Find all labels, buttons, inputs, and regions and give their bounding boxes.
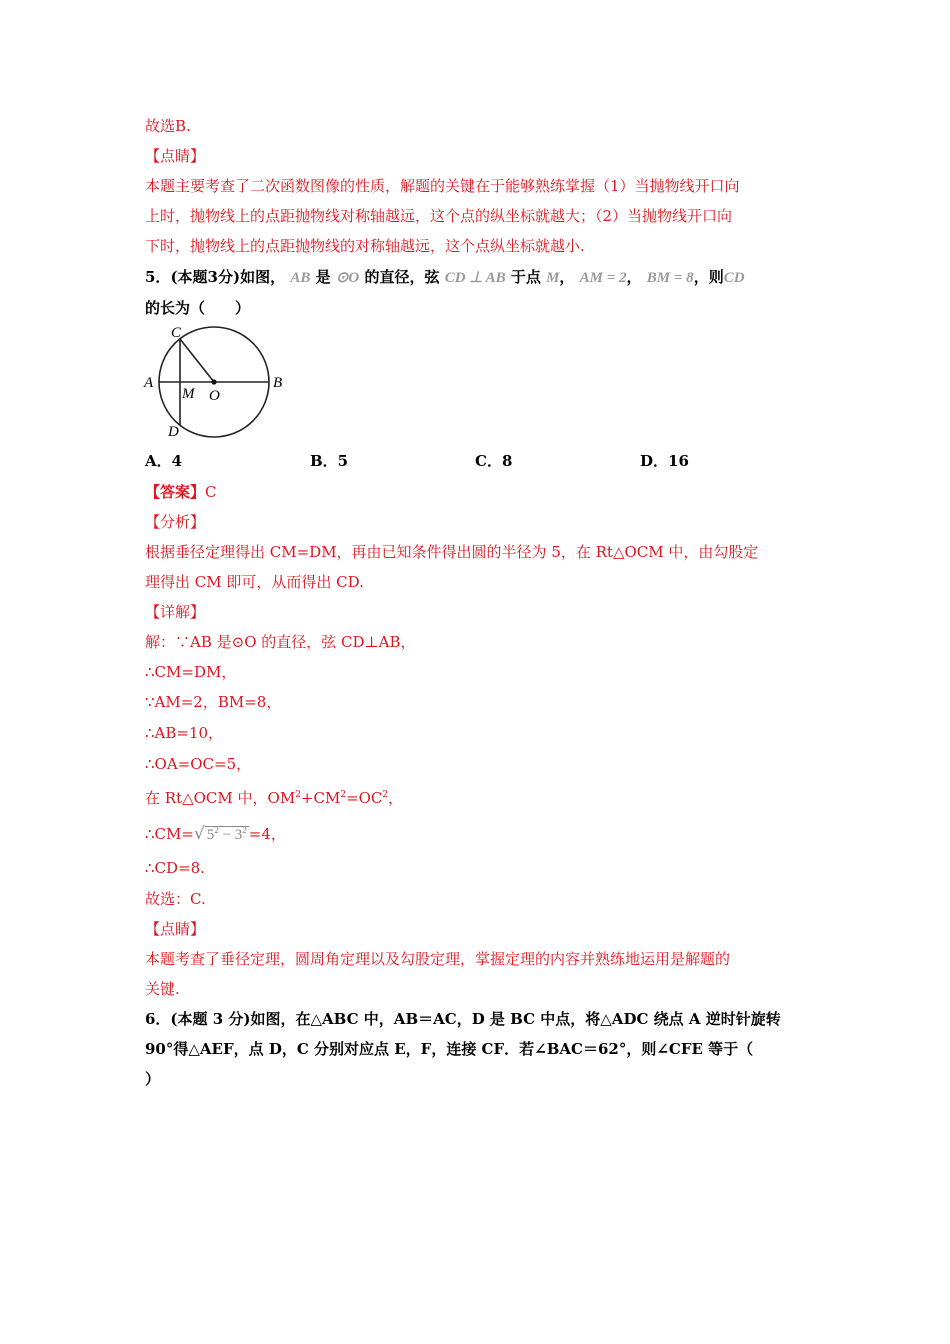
- prev-comment-line-3: 下时，抛物线上的点距抛物线的对称轴越远，这个点纵坐标就越小.: [145, 237, 585, 255]
- q5-comma-2: ，: [626, 268, 642, 286]
- q5-circle-figure: [138, 320, 298, 442]
- q5-step-7-radicand-a: 5: [206, 827, 215, 843]
- q5-step-4: ∴AB=10，: [145, 724, 224, 742]
- q5-step-1: 解：∵AB 是⊙O 的直径，弦 CD⊥AB，: [145, 633, 416, 651]
- q5-answer-line: [145, 481, 217, 503]
- q5-comma-1: ，: [559, 268, 575, 286]
- q5-step-3: ∵AM=2，BM=8，: [145, 693, 282, 711]
- q5-analysis-line-1: 根据垂径定理得出 CM=DM，再由已知条件得出圆的半径为 5，在 Rt△OCM 中，由勾股定: [145, 543, 759, 561]
- q5-detail-label: 【详解】: [145, 603, 206, 621]
- q5-answer: C: [205, 483, 217, 501]
- q5-option-b: B．5: [310, 452, 349, 470]
- q5-answer-label: 【答案】: [145, 483, 206, 501]
- q5-option-a: A．4: [145, 452, 183, 470]
- q5-step-7: [145, 819, 286, 846]
- q5-step-6-sup-2: 2: [340, 790, 347, 800]
- q5-comment-label: 【点睛】: [145, 920, 206, 938]
- q5-comment-line-2: 关键.: [145, 980, 180, 998]
- q5-step-6-eq: =OC: [346, 789, 383, 807]
- q5-circle-o: ⊙O: [335, 270, 360, 286]
- q5-step-2: ∴CM=DM，: [145, 663, 237, 681]
- label-b: B: [273, 375, 283, 391]
- prev-comment-line-1: 本题主要考查了二次函数图像的性质，解题的关键在于能够熟练掌握（1）当抛物线开口向: [145, 177, 740, 195]
- q5-step-7-end: =4，: [248, 825, 286, 843]
- q5-step-7-pre: ∴CM=: [145, 825, 194, 843]
- q5-option-c: C．8: [475, 452, 513, 470]
- q6-stem-line-2: 90°得△AEF，点 D，C 分别对应点 E，F，连接 CF．若∠BAC＝62°，则∠CFE 等于（: [145, 1040, 754, 1058]
- radius-oc: [180, 339, 214, 382]
- q5-analysis-line-2: 理得出 CM 即可，从而得出 CD.: [145, 573, 364, 591]
- q5-then: ，则: [693, 268, 724, 286]
- q6-stem-line-1: 6．(本题 3 分)如图，在△ABC 中，AB＝AC，D 是 BC 中点，将△ADC 绕点 A 逆时针旋转: [145, 1010, 781, 1028]
- q5-number: 5．: [145, 268, 171, 286]
- q5-ab: AB: [290, 270, 311, 286]
- q5-step-7-sup-a: 2: [214, 825, 219, 835]
- q5-step-9: 故选：C.: [145, 890, 206, 908]
- q5-step-6-sup-3: 2: [382, 790, 389, 800]
- q5-stem-a: 如图，: [240, 268, 286, 286]
- q5-diameter: 的直径，弦: [364, 268, 440, 286]
- q5-am-eq: AM = 2: [579, 270, 627, 286]
- label-m: M: [182, 386, 195, 402]
- q5-step-6-sup-1: 2: [295, 790, 301, 800]
- q5-step-7-minus: − 3: [218, 827, 243, 843]
- center-point-o: [211, 379, 216, 384]
- q6-stem-line-3: ）: [145, 1070, 161, 1088]
- label-o: O: [209, 388, 220, 404]
- radical-sign: √: [193, 824, 205, 844]
- q5-at-point: 于点: [510, 268, 541, 286]
- prev-comment-label: 【点睛】: [145, 147, 206, 165]
- q5-cd-perp-ab: CD ⊥ AB: [444, 270, 506, 286]
- label-c: C: [171, 325, 182, 341]
- prev-choice-line: 故选B.: [145, 117, 191, 135]
- q5-m: M: [546, 270, 560, 286]
- q5-step-6-pre: 在 Rt△OCM 中，OM: [145, 789, 296, 807]
- q5-step-6-mid: +CM: [300, 789, 341, 807]
- q5-stem-line-2: 的长为（ ）: [145, 299, 251, 317]
- q5-step-6: [145, 784, 403, 809]
- label-a: A: [144, 375, 154, 391]
- q5-bm-eq: BM = 8: [646, 270, 694, 286]
- q5-cd: CD: [723, 270, 745, 286]
- q5-score: (本题3分): [170, 268, 241, 286]
- label-d: D: [168, 424, 179, 440]
- q5-step-7-radicand: [205, 826, 249, 843]
- q5-stem-line-1: [145, 266, 745, 289]
- q5-option-d: D．16: [640, 452, 689, 470]
- q5-is: 是: [315, 268, 331, 286]
- q5-step-8: ∴CD=8.: [145, 859, 205, 877]
- q5-step-7-sup-b: 2: [242, 825, 247, 835]
- q5-step-6-end: ，: [388, 789, 404, 807]
- q5-analysis-label: 【分析】: [145, 513, 206, 531]
- q5-step-5: ∴OA=OC=5，: [145, 755, 252, 773]
- prev-comment-line-2: 上时，抛物线上的点距抛物线对称轴越远，这个点的纵坐标就越大；（2）当抛物线开口向: [145, 207, 733, 225]
- q5-comment-line-1: 本题考查了垂径定理，圆周角定理以及勾股定理，掌握定理的内容并熟练地运用是解题的: [145, 950, 731, 968]
